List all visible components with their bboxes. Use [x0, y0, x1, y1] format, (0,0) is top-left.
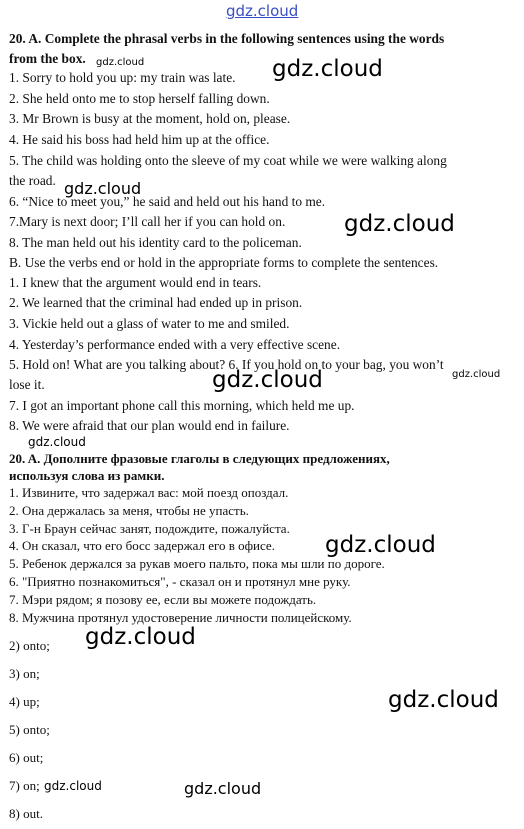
ru-sentence-line: 7. Мэри рядом; я позову ее, если вы можете подождать.: [9, 592, 317, 607]
exercise-title-line1: 20. A. Complete the phrasal verbs in the following sentences using the words: [9, 31, 445, 46]
watermark: gdz.cloud: [64, 179, 142, 198]
watermark: gdz.cloud: [344, 211, 455, 237]
watermark: gdz.cloud: [212, 367, 323, 393]
watermark-top: gdz.cloud: [226, 2, 299, 20]
ru-sentence-line: 8. Мужчина протянул удостоверение личности полицейскому.: [9, 610, 352, 625]
ru-sentence-line: 2. Она держалась за меня, чтобы не упасть.: [9, 503, 249, 518]
answer-item: 2) onto;: [9, 638, 50, 653]
answer-item: 4) up;: [9, 694, 40, 709]
watermark: gdz.cloud: [85, 624, 196, 650]
ru-title-line1: 20. A. Дополните фразовые глаголы в следующих предложениях,: [9, 451, 390, 466]
ru-sentence-line: 3. Г-н Браун сейчас занят, подождите, пожалуйста.: [9, 521, 290, 536]
sentence-line: the road.: [9, 173, 56, 188]
sentence-line: lose it.: [9, 377, 45, 392]
watermark: gdz.cloud: [325, 532, 436, 558]
ru-sentence-line: 5. Ребенок держался за рукав моего пальто, пока мы шли по дороге.: [9, 556, 385, 571]
watermark: gdz.cloud: [44, 779, 102, 793]
sentence-line: 6. “Nice to meet you,” he said and held out his hand to me.: [9, 194, 326, 209]
answer-item: 7) on;: [9, 778, 40, 793]
sentence-line: 4. Yesterday’s performance ended with a very effective scene.: [9, 337, 341, 352]
ru-title-line2: используя слова из рамки.: [9, 468, 165, 483]
watermark: gdz.cloud: [28, 435, 86, 449]
answer-item: 8) out.: [9, 806, 43, 821]
watermark: gdz.cloud: [96, 57, 145, 68]
sentence-line: 2. She held onto me to stop herself falling down.: [9, 91, 270, 106]
ru-sentence-line: 6. "Приятно познакомиться", - сказал он и протянул мне руку.: [9, 574, 351, 589]
watermark: gdz.cloud: [452, 369, 501, 380]
sentence-line: 8. The man held out his identity card to the policeman.: [9, 235, 302, 250]
answer-item: 5) onto;: [9, 722, 50, 737]
sentence-line: 8. We were afraid that our plan would end in failure.: [9, 418, 290, 433]
sentence-line: 1. I knew that the argument would end in tears.: [9, 275, 262, 290]
answer-item: 3) on;: [9, 666, 40, 681]
answer-item: 6) out;: [9, 750, 44, 765]
watermark: gdz.cloud: [272, 56, 383, 82]
sentence-line: 2. We learned that the criminal had ended up in prison.: [9, 295, 303, 310]
sentence-line: 3. Vickie held out a glass of water to me and smiled.: [9, 316, 290, 331]
sentence-line: B. Use the verbs end or hold in the appropriate forms to complete the sentences.: [9, 255, 439, 270]
watermark: gdz.cloud: [184, 779, 262, 798]
watermark: gdz.cloud: [388, 687, 499, 713]
sentence-line: 4. He said his boss had held him up at the office.: [9, 132, 270, 147]
sentence-line: 7.Mary is next door; I’ll call her if you can hold on.: [9, 214, 286, 229]
sentence-line: 5. Hold on! What are you talking about? 6. If you hold on to your bag, you won’t: [9, 357, 444, 372]
ru-sentence-line: 4. Он сказал, что его босс задержал его в офисе.: [9, 538, 275, 553]
sentence-line: 5. The child was holding onto the sleeve of my coat while we were walking along: [9, 153, 447, 168]
sentence-line: 3. Mr Brown is busy at the moment, hold on, please.: [9, 111, 291, 126]
ru-sentence-line: 1. Извините, что задержал вас: мой поезд опоздал.: [9, 485, 289, 500]
sentence-line: 1. Sorry to hold you up: my train was late.: [9, 70, 236, 85]
sentence-line: 7. I got an important phone call this morning, which held me up.: [9, 398, 355, 413]
exercise-title-line2: from the box.: [9, 51, 86, 66]
